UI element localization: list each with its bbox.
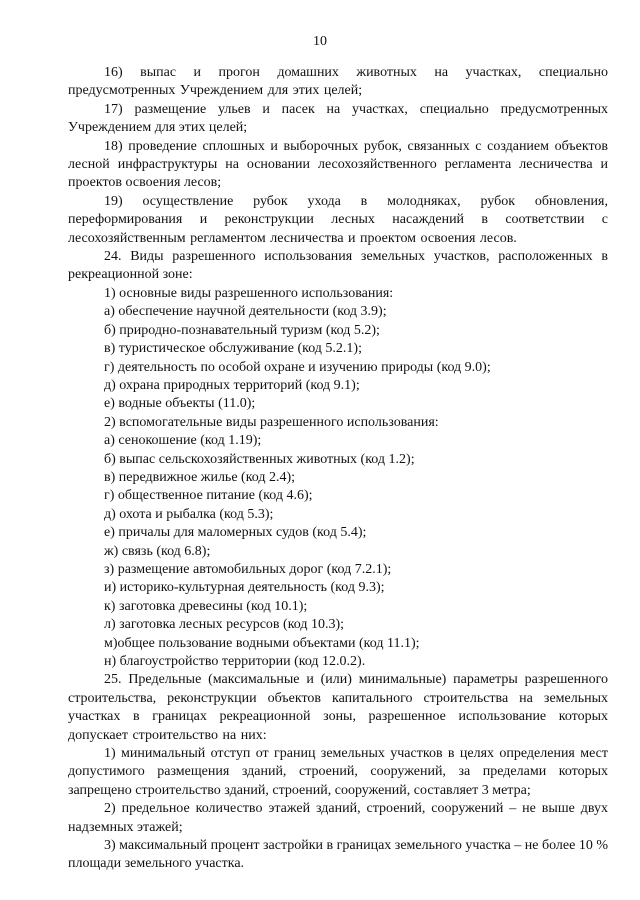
paragraph-25: 25. Предельные (максимальные и (или) минимальные) параметры разрешенного строительства, реконструкции объектов капитального строительства на земельных участках в границах рекреационной зоны, разрешенное использование которых допускает строительство на них: [68,672,608,743]
auxiliary-uses-heading: 2) вспомогательные виды разрешенного использования: [104,414,439,430]
list-item: а) сенокошение (код 1.19); [104,433,262,449]
paragraph-25-item-2: 2) предельное количество этажей зданий, строений, сооружений – не выше двух надземных этажей; [68,801,608,835]
paragraph-25-item-1: 1) минимальный отступ от границ земельных участков в целях определения мест допустимого размещения зданий, строений, сооружений, за пределами которых запрещено строительство зданий, строений, сооружений, составляет 3 метра; [68,746,608,798]
paragraph-19: 19) осуществление рубок ухода в молодняках, рубок обновления, переформирования и реконструкции лесных насаждений в соответствии с лесохозяйственным регламентом лесничества и проектом освоения лесов. [68,193,608,246]
list-item: г) деятельность по особой охране и изучению природы (код 9.0); [104,359,491,375]
list-item: е) водные объекты (11.0); [104,396,256,412]
page-number: 10 [313,34,327,49]
list-item: б) выпас сельскохозяйственных животных (код 1.2); [104,451,415,467]
list-item: г) общественное питание (код 4.6); [104,488,313,504]
list-item: в) туристическое обслуживание (код 5.2.1); [104,341,362,357]
list-item: в) передвижное жилье (код 2.4); [104,469,296,485]
paragraph-16: 16) выпас и прогон домашних животных на участках, специально предусмотренных Учреждением для этих целей; [68,65,608,99]
paragraph-17: 17) размещение ульев и пасек на участках, специально предусмотренных Учреждением для этих целей; [68,101,608,136]
list-item: а) обеспечение научной деятельности (код 3.9); [104,304,387,320]
list-item: е) причалы для маломерных судов (код 5.4); [104,525,367,541]
paragraph-25-item-3: 3) максимальный процент застройки в границах земельного участка – не более 10 % площади земельного участка. [68,838,608,872]
list-item: д) охрана природных территорий (код 9.1); [104,377,360,393]
paragraph-24: 24. Виды разрешенного использования земельных участков, расположенных в рекреационной зоне: [68,249,608,283]
document-body [68,64,608,874]
list-item: н) благоустройство территории (код 12.0.2). [104,654,366,669]
list-item: з) размещение автомобильных дорог (код 7.2.1); [104,561,392,577]
list-item: л) заготовка лесных ресурсов (код 10.3); [104,617,345,633]
list-item: к) заготовка древесины (код 10.1); [104,598,308,614]
list-item: б) природно-познавательный туризм (код 5.2); [104,322,380,338]
list-item: д) охота и рыбалка (код 5.3); [104,506,274,522]
list-item: и) историко-культурная деятельность (код 9.3); [104,580,385,596]
main-uses-heading: 1) основные виды разрешенного использования: [104,285,394,301]
list-item: ж) связь (код 6.8); [104,543,211,559]
list-item: м)общее пользование водными объектами (код 11.1); [104,635,420,651]
paragraph-18: 18) проведение сплошных и выборочных рубок, связанных с созданием объектов лесной инфраструктуры на основании лесохозяйственного регламента лесничества и проектов освоения лесов; [68,138,608,191]
